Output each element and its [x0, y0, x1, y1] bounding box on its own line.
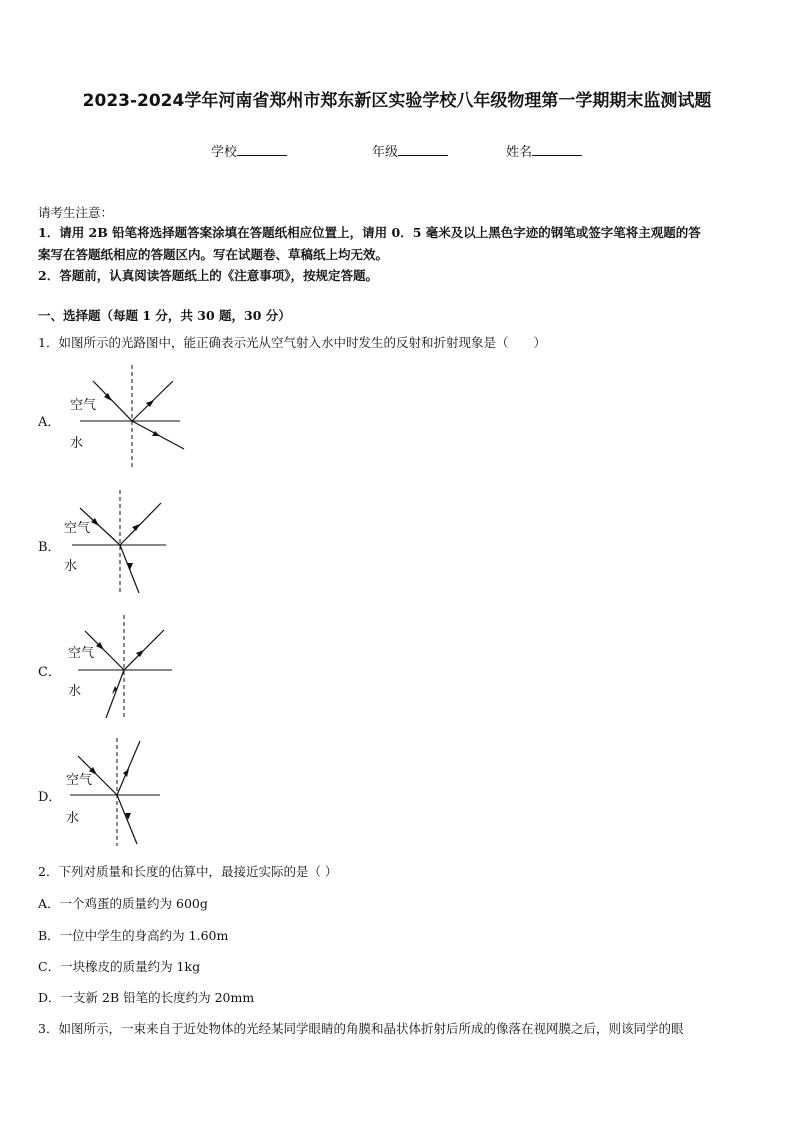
grade-field[interactable] — [372, 141, 448, 160]
school-label: 学校 — [211, 145, 238, 160]
name-field[interactable] — [506, 141, 582, 160]
refracted-ray — [117, 795, 137, 844]
school-blank[interactable] — [237, 143, 287, 156]
air-label: 空气 — [66, 773, 93, 788]
grade-label: 年级 — [372, 145, 399, 160]
water-label: 水 — [70, 436, 84, 451]
refracted-ray — [120, 545, 139, 593]
q2-option-a[interactable]: A．一个鸡蛋的质量约为 600g — [38, 896, 208, 911]
page-title: 2023-2024学年河南省郑州市郑东新区实验学校八年级物理第一学期期末监测试题 — [82, 91, 712, 111]
q1-option-b-label[interactable]: B． — [38, 540, 61, 555]
q3-stem: 3．如图所示，一束来自于近处物体的光经某同学眼睛的角膜和晶状体折射后所成的像落在视网膜之后，则该同学的眼 — [38, 1021, 684, 1036]
q1-option-a-diagram — [60, 365, 200, 475]
refracted-ray — [106, 670, 124, 718]
air-label: 空气 — [64, 521, 91, 536]
grade-blank[interactable] — [398, 143, 448, 156]
section1-heading: 一、选择题（每题 1 分，共 30 题，30 分） — [38, 308, 291, 323]
q2-option-c[interactable]: C．一块橡皮的质量约为 1kg — [38, 959, 201, 974]
air-label: 空气 — [70, 398, 97, 413]
incident-ray — [93, 381, 132, 421]
q1-option-c-label[interactable]: C． — [38, 665, 61, 680]
reflected-arrow — [132, 524, 140, 531]
notice-item1-line2: 案写在答题纸相应的答题区内。写在试题卷、草稿纸上均无效。 — [38, 247, 389, 262]
q1-option-d-label[interactable]: D． — [38, 790, 62, 805]
school-field[interactable] — [211, 141, 287, 160]
water-label: 水 — [68, 684, 82, 699]
name-label: 姓名 — [506, 145, 533, 160]
q2-stem: 2．下列对质量和长度的估算中，最接近实际的是（ ） — [38, 864, 338, 879]
q1-option-d-diagram — [60, 738, 200, 848]
q1-option-c-diagram — [60, 615, 200, 725]
reflected-arrow — [136, 650, 144, 657]
q2-option-d[interactable]: D．一支新 2B 铅笔的长度约为 20mm — [38, 990, 255, 1005]
q1-option-b-diagram — [60, 490, 200, 600]
q1-option-a-label[interactable]: A． — [38, 415, 61, 430]
name-blank[interactable] — [532, 143, 582, 156]
reflected-ray — [117, 741, 140, 795]
q1-stem: 1．如图所示的光路图中，能正确表示光从空气射入水中时发生的反射和折射现象是（ ） — [38, 335, 546, 350]
water-label: 水 — [64, 559, 78, 574]
water-label: 水 — [66, 811, 80, 826]
reflected-arrow — [123, 769, 129, 777]
notice-item1-line1: 1．请用 2B 铅笔将选择题答案涂填在答题纸相应位置上，请用 0．5 毫米及以上黑色字迹的钢笔或签字笔将主观题的答 — [38, 225, 701, 240]
reflected-ray — [120, 503, 161, 545]
notice-heading: 请考生注意： — [38, 205, 114, 220]
q2-option-b[interactable]: B．一位中学生的身高约为 1.60m — [38, 928, 229, 943]
air-label: 空气 — [68, 646, 95, 661]
notice-item2: 2．答题前，认真阅读答题纸上的《注意事项》，按规定答题。 — [38, 268, 378, 283]
